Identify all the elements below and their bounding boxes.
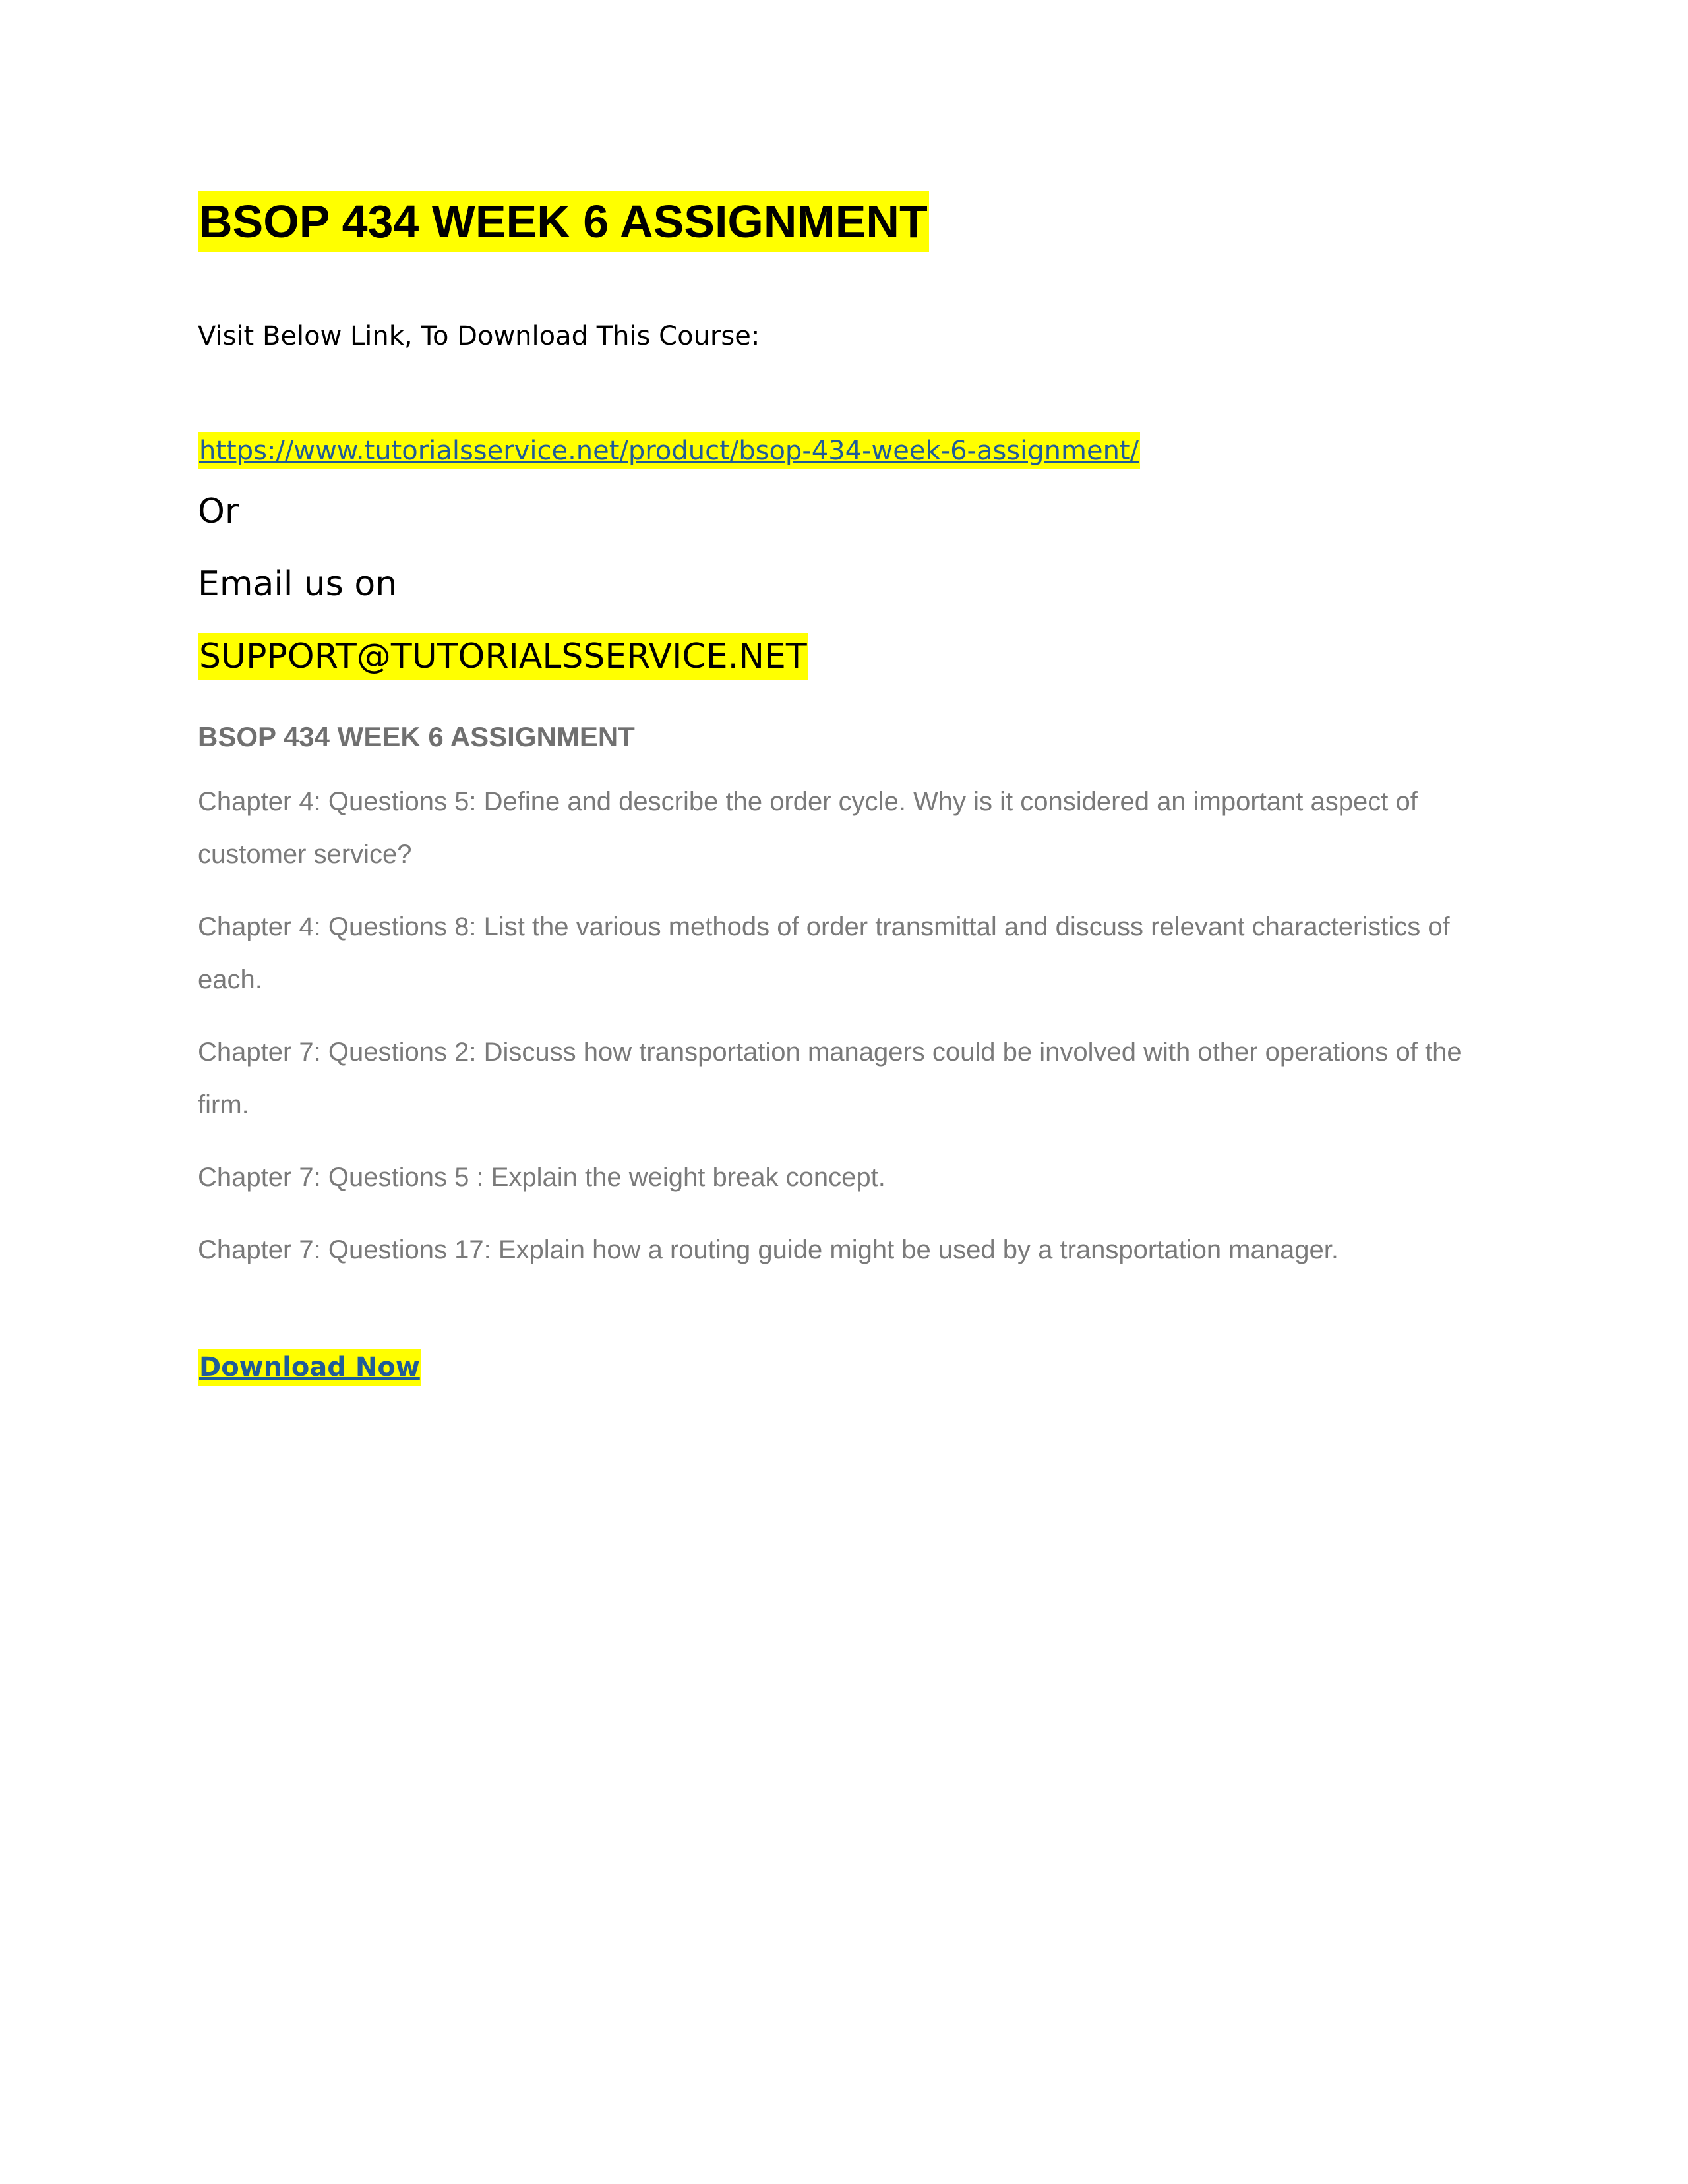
visit-instruction: Visit Below Link, To Download This Course: xyxy=(198,321,760,351)
email-label: Email us on xyxy=(198,564,398,604)
download-now-link[interactable]: Download Now xyxy=(198,1349,421,1386)
assignment-subheading: BSOP 434 WEEK 6 ASSIGNMENT xyxy=(198,721,635,752)
or-text: Or xyxy=(198,492,239,531)
page-title: BSOP 434 WEEK 6 ASSIGNMENT xyxy=(198,191,929,252)
question-item: Chapter 4: Questions 8: List the various methods of order transmittal and discuss relevant characteristics of each. xyxy=(198,912,1450,994)
question-item: Chapter 7: Questions 2: Discuss how transportation managers could be involved with other operations of the firm. xyxy=(198,1038,1462,1119)
course-link[interactable]: https://www.tutorialsservice.net/product/bsop-434-week-6-assignment/ xyxy=(198,432,1140,469)
document-content xyxy=(198,191,1490,1386)
question-item: Chapter 4: Questions 5: Define and describe the order cycle. Why is it considered an important aspect of customer service? xyxy=(198,787,1418,869)
support-email[interactable]: SUPPORT@TUTORIALSSERVICE.NET xyxy=(198,633,808,680)
question-item: Chapter 7: Questions 17: Explain how a routing guide might be used by a transportation manager. xyxy=(198,1235,1339,1264)
question-item: Chapter 7: Questions 5 : Explain the weight break concept. xyxy=(198,1163,886,1192)
